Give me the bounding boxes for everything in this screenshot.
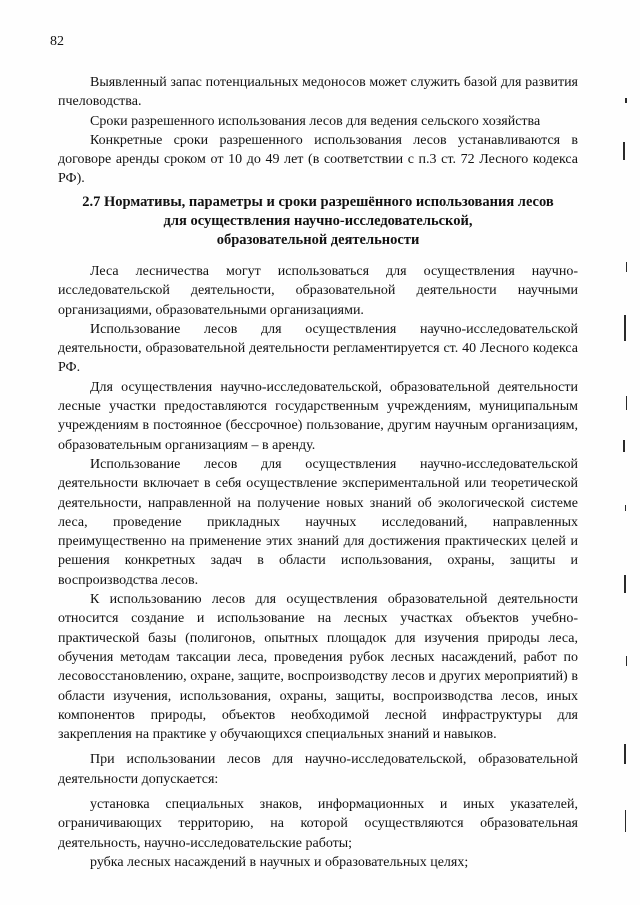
scan-edge-mark — [623, 142, 625, 160]
paragraph-3: Для осуществления научно-исследовательской, образовательной деятельности лесные участки предоставляются государственным учреждениям, муниципальным учреждениям в постоянное (бессрочное) пользование, другим научным организациям, образовательным организациям – в аренду. — [58, 379, 578, 453]
paragraph-4: Использование лесов для осуществления научно-исследовательской деятельности включает в себя осуществление экспериментальной или теоретической деятельности, направленной на получение новых знаний об экологической системе леса, проведение прикладных научных исследований, направленных преимущественно на применение этих знаний для достижения практических целей и решения конкретных задач в области использования, охраны, защиты и воспроизводства лесов. — [58, 456, 578, 588]
scan-edge-mark — [626, 656, 627, 666]
scan-edge-mark — [623, 440, 625, 452]
paragraph-1: Леса лесничества могут использоваться для осуществления научно-исследовательской деятельности, образовательной деятельности научными организациями, образовательными организациями. — [58, 264, 578, 318]
scan-edge-mark — [625, 505, 626, 511]
paragraph-honey-plants: Выявленный запас потенциальных медоносов может служить базой для развития пчеловодства. — [58, 75, 578, 110]
paragraph-7: установка специальных знаков, информационных и иных указателей, ограничивающих территорию, на которой осуществляются образовательная деятельность, научно-исследовательские работы; — [58, 797, 578, 851]
section-heading-line-1: 2.7 Нормативы, параметры и сроки разрешённого использования лесов — [82, 194, 554, 210]
scan-edge-mark — [625, 98, 627, 103]
paragraph-8: рубка лесных насаждений в научных и образовательных целях; — [90, 854, 469, 870]
paragraph-2: Использование лесов для осуществления научно-исследовательской деятельности, образовательной деятельности регламентируется ст. 40 Лесного кодекса РФ. — [58, 321, 578, 376]
scan-edge-mark — [625, 810, 626, 832]
page-number: 82 — [50, 34, 64, 49]
paragraph-5: К использованию лесов для осуществления образовательной деятельности относится создание и использование на лесных участках объектов учебно-практической базы (полигонов, опытных площадок для изучения природы леса, обучения методам таксации леса, проведения рубок лесных насаждений, работ по лесовосстановлению, охране, защите, воспроизводству лесов и других мероприятий) в области изучения, использования, охраны, защиты, воспроизводства лесов, иных компонентов природы, объектов необходимой лесной инфраструктуры для закрепления на практике у обучающихся специальных знаний и навыков. — [58, 592, 578, 743]
body-section — [58, 262, 578, 872]
section-heading — [58, 193, 578, 250]
top-section — [58, 73, 578, 189]
section-heading-line-3: образовательной деятельности — [216, 232, 420, 248]
paragraph-lease-terms: Конкретные сроки разрешенного использования лесов устанавливаются в договоре аренды сроком от 10 до 49 лет (в соответствии с п.3 ст. 72 Лесного кодекса РФ). — [58, 132, 578, 187]
section-heading-line-2: для осуществления научно-исследовательской, — [163, 213, 473, 229]
paragraph-agriculture-terms-title: Сроки разрешенного использования лесов для ведения сельского хозяйства — [90, 113, 541, 129]
scan-edge-mark — [626, 262, 627, 272]
scan-edge-mark — [626, 396, 627, 410]
scan-edge-mark — [624, 575, 626, 593]
paragraph-6: При использовании лесов для научно-исследовательской, образовательной деятельности допускается: — [58, 752, 578, 787]
scan-edge-mark — [624, 315, 626, 341]
scan-edge-mark — [624, 744, 626, 764]
